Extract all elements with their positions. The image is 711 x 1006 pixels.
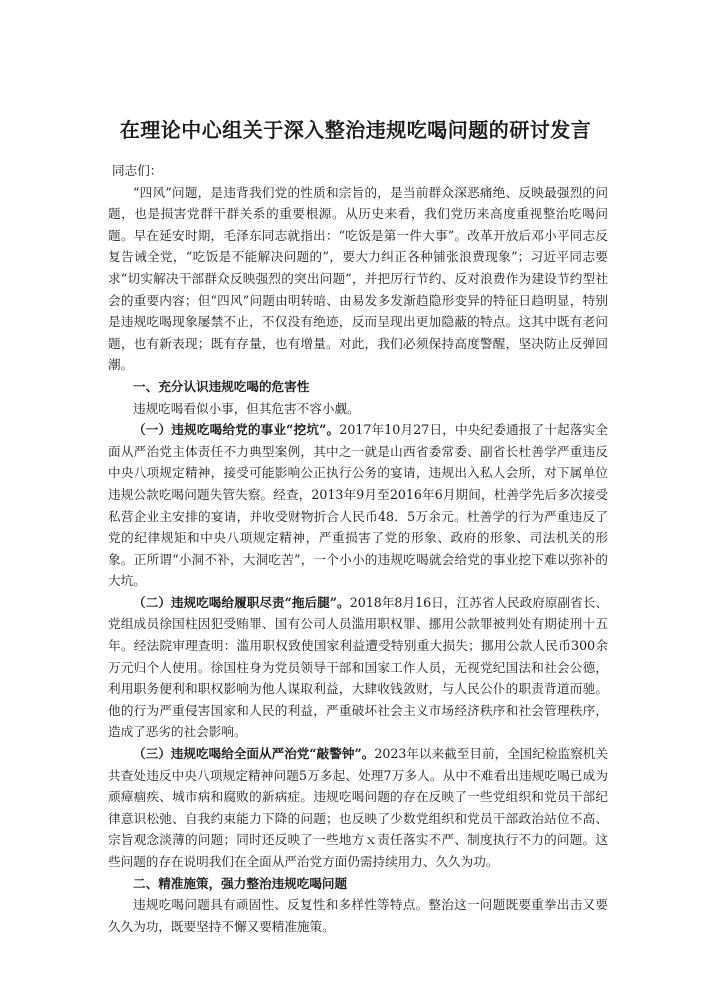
item-3-label: （三）违规吃喝给全面从严治党“敲警钟”。 [133, 746, 375, 762]
item-2-label: （二）违规吃喝给履职尽责“拖后腿”。 [133, 594, 350, 610]
section-1-item-1 [108, 419, 608, 592]
item-1-text: 2017年10月27日，中央纪委通报了十起落实全面从严治党主体责任不力典型案例，其中之一就是山西省委常委、副省长杜善学严重违反中央八项规定精神，接受可能影响公正执行公务的宴请，违规出入私人会所，对下属单位违规公款吃喝问题失管失察。经查，2013年9月至2016年6月期间，杜善学先后多次接受私营企业主安排的宴请，并收受财物折合人民币48．5万余元。杜善学的行为严重违反了党的纪律规矩和中央八项规定精神，严重损害了党的形象、政府的形象、司法机关的形象。正所谓“小洞不补，大洞吃苦”，一个小小的违规吃喝就会给党的事业挖下难以弥补的大坑。 [108, 422, 608, 589]
document-body [108, 160, 608, 937]
document-title: 在理论中心组关于深入整治违规吃喝问题的研讨发言 [119, 118, 592, 142]
item-3-text: 2023年以来截至目前，全国纪检监察机关共查处违反中央八项规定精神问题5万多起、处理7万多人。从中不难看出违规吃喝已成为顽瘴痼疾、城市病和腐败的新病症。违规吃喝问题的存在反映了一些党组织和党员干部纪律意识松弛、自我约束能力下降的问题；也反映了少数党组织和党员干部政治站位不高、宗旨观念淡薄的问题；同时还反映了一些地方ｘ责任落实不严、制度执行不力的问题。这些问题的存在说明我们在全面从严治党方面仍需持续用力、久久为功。 [108, 746, 608, 869]
section-1-item-2 [108, 592, 608, 743]
section-1-heading: 一、充分认识违规吃喝的危害性 [133, 378, 310, 394]
intro-paragraph: “四风”问题，是违背我们党的性质和宗旨的，是当前群众深恶痛绝、反映最强烈的问题，也是损害党群干群关系的重要根源。从历史来看，我们党历来高度重视整治吃喝问题。早在延安时期，毛泽东同志就指出：“吃饭是第一件大事”。改革开放后邓小平同志反复告诫全党，“吃饭是不能解决问题的”，要大力纠正各种铺张浪费现象”；习近平同志要求“切实解决干部群众反映强烈的突出问题”，并把厉行节约、反对浪费作为建设节约型社会的重要内容；但“四风”问题由明转暗、由易发多发渐趋隐形变异的特征日趋明显，特别是违规吃喝现象屡禁不止，不仅没有绝迹，反而呈现出更加隐蔽的特点。这其中既有老问题，也有新表现；既有存量，也有增量。对此，我们必须保持高度警醒，坚决防止反弹回潮。 [108, 184, 608, 373]
greeting: 同志们： [112, 163, 163, 178]
item-1-label: （一）违规吃喝给党的事业“挖坑”。 [133, 422, 340, 438]
section-1-lead: 违规吃喝看似小事，但其危害不容小觑。 [133, 400, 360, 416]
item-2-text: 2018年8月16日，江苏省人民政府原副省长、党组成员徐国柱因犯受贿罪、国有公司人员滥用职权罪、挪用公款罪被判处有期徒刑十五年。经法院审理查明：滥用职权致使国家利益遭受特别重大损失；挪用公款人民币300余万元归个人使用。徐国柱身为党员领导干部和国家工作人员，无视党纪国法和社会公德，利用职务便利和职权影响为他人谋取利益，大肆收钱敛财，与人民公仆的职责背道而驰。他的行为严重侵害国家和人民的利益，严重破坏社会主义市场经济秩序和社会管理秩序，造成了恶劣的社会影响。 [108, 594, 608, 740]
section-1-item-3 [108, 743, 608, 873]
section-2-paragraph: 违规吃喝问题具有顽固性、反复性和多样性等特点。整治这一问题既要重拳出击又要久久为功，既要坚持不懈又要精准施策。 [108, 897, 608, 934]
section-2-heading: 二、精准施策，强力整治违规吃喝问题 [133, 875, 348, 891]
